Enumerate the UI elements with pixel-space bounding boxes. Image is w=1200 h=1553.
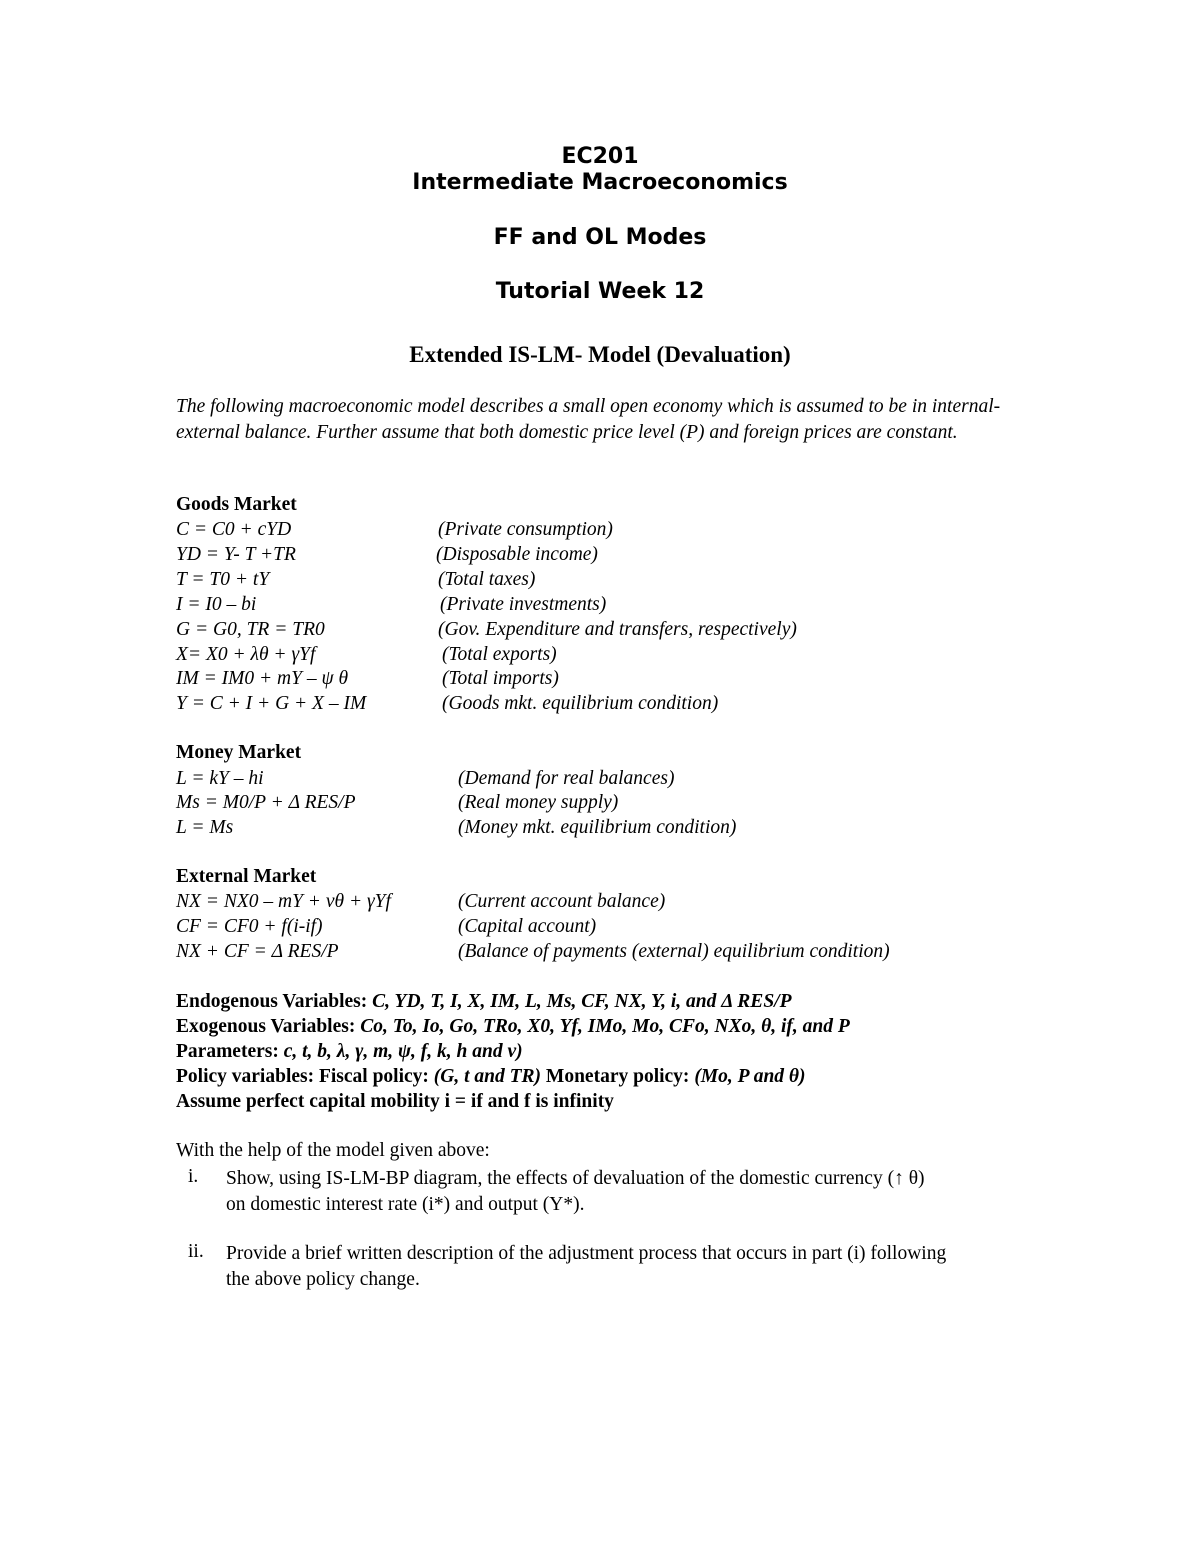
equation-description: (Current account balance) <box>458 891 666 912</box>
equation: YD = Y- T +TR <box>176 544 296 565</box>
question-number: ii. <box>188 1241 204 1262</box>
monetary-policy-list: (Mo, P and θ) <box>694 1066 806 1087</box>
equation-row <box>176 941 976 966</box>
equation-description: (Gov. Expenditure and transfers, respectively) <box>438 619 797 640</box>
questions-intro: With the help of the model given above: <box>176 1140 490 1161</box>
parameters <box>176 1041 523 1063</box>
equation-description: (Real money supply) <box>458 792 619 813</box>
exogenous-label: Exogenous Variables: <box>176 1016 356 1037</box>
equation-description: (Capital account) <box>458 916 597 937</box>
intro-paragraph: The following macroeconomic model describes a small open economy which is assumed to be in internal-external balance. Further assume that both domestic price level (P) and foreign prices are constant. <box>176 396 1001 443</box>
equation-row <box>176 619 876 644</box>
equation-description: (Total imports) <box>442 668 559 689</box>
course-code: EC201 <box>561 144 639 169</box>
equation: CF = CF0 + f(i-if) <box>176 916 323 937</box>
equation-description: (Balance of payments (external) equilibrium condition) <box>458 941 890 962</box>
equation-row <box>176 544 876 569</box>
question-text <box>226 1241 946 1293</box>
equation: Y = C + I + G + X – IM <box>176 693 367 714</box>
equation-row <box>176 817 876 842</box>
question-line: Show, using IS-LM-BP diagram, the effects of devaluation of the domestic currency (↑ θ) <box>226 1168 925 1189</box>
exogenous-list: Co, To, Io, Go, TRo, X0, Yf, IMo, Mo, CFo, NXo, θ, if, and P <box>360 1016 850 1037</box>
course-name: Intermediate Macroeconomics <box>412 170 788 195</box>
equation-description: (Disposable income) <box>436 544 598 565</box>
capital-mobility-assumption: Assume perfect capital mobility i = if and f is infinity <box>176 1091 614 1112</box>
question-line: Provide a brief written description of the adjustment process that occurs in part (i) following <box>226 1243 947 1264</box>
external-market-heading: External Market <box>176 866 317 887</box>
equation: NX = NX0 – mY + vθ + γYf <box>176 891 391 912</box>
parameters-list: c, t, b, λ, γ, m, ψ, f, k, h and v) <box>283 1041 523 1062</box>
endogenous-variables <box>176 991 792 1013</box>
goods-market-heading: Goods Market <box>176 494 297 515</box>
equation: Ms = M0/P + Δ RES/P <box>176 792 356 813</box>
endogenous-list: C, YD, T, I, X, IM, L, Ms, CF, NX, Y, i, and Δ RES/P <box>372 991 792 1012</box>
equation: L = kY – hi <box>176 768 264 789</box>
policy-variables <box>176 1066 806 1088</box>
equation: G = G0, TR = TR0 <box>176 619 325 640</box>
question-line: the above policy change. <box>226 1269 420 1290</box>
equation-row <box>176 519 876 544</box>
exogenous-variables <box>176 1016 850 1038</box>
equation: T = T0 + tY <box>176 569 270 590</box>
equation-description: (Private consumption) <box>438 519 613 540</box>
equation-description: (Total exports) <box>442 644 557 665</box>
money-market-heading: Money Market <box>176 742 302 763</box>
question-line: on domestic interest rate (i*) and output (Y*). <box>226 1194 585 1215</box>
equation-description: (Private investments) <box>440 594 607 615</box>
equation-row <box>176 693 876 718</box>
equation-row <box>176 891 976 916</box>
equation: X= X0 + λθ + γYf <box>176 644 316 665</box>
equation-description: (Demand for real balances) <box>458 768 675 789</box>
equation-row <box>176 569 876 594</box>
equation-row <box>176 594 876 619</box>
parameters-label: Parameters: <box>176 1041 279 1062</box>
policy-label: Policy variables: Fiscal policy: <box>176 1066 429 1087</box>
tutorial-title: Tutorial Week 12 <box>495 279 705 304</box>
fiscal-policy-list: (G, t and TR) <box>433 1066 542 1087</box>
equation-row <box>176 644 876 669</box>
model-title: Extended IS-LM- Model (Devaluation) <box>409 342 791 367</box>
equation-row <box>176 792 876 817</box>
equation-row <box>176 768 876 793</box>
equation: C = C0 + cYD <box>176 519 292 540</box>
equation-row <box>176 668 876 693</box>
equation-description: (Goods mkt. equilibrium condition) <box>442 693 719 714</box>
monetary-policy-label: Monetary policy: <box>545 1066 690 1087</box>
equation-row <box>176 916 976 941</box>
endogenous-label: Endogenous Variables: <box>176 991 368 1012</box>
question-number: i. <box>188 1166 199 1187</box>
equation: I = I0 – bi <box>176 594 257 615</box>
topic-title: FF and OL Modes <box>493 225 707 250</box>
equation: NX + CF = Δ RES/P <box>176 941 339 962</box>
equation-description: (Total taxes) <box>438 569 536 590</box>
question-text <box>226 1166 925 1218</box>
equation: L = Ms <box>176 817 234 838</box>
equation-description: (Money mkt. equilibrium condition) <box>458 817 737 838</box>
equation: IM = IM0 + mY – ψ θ <box>176 668 349 689</box>
